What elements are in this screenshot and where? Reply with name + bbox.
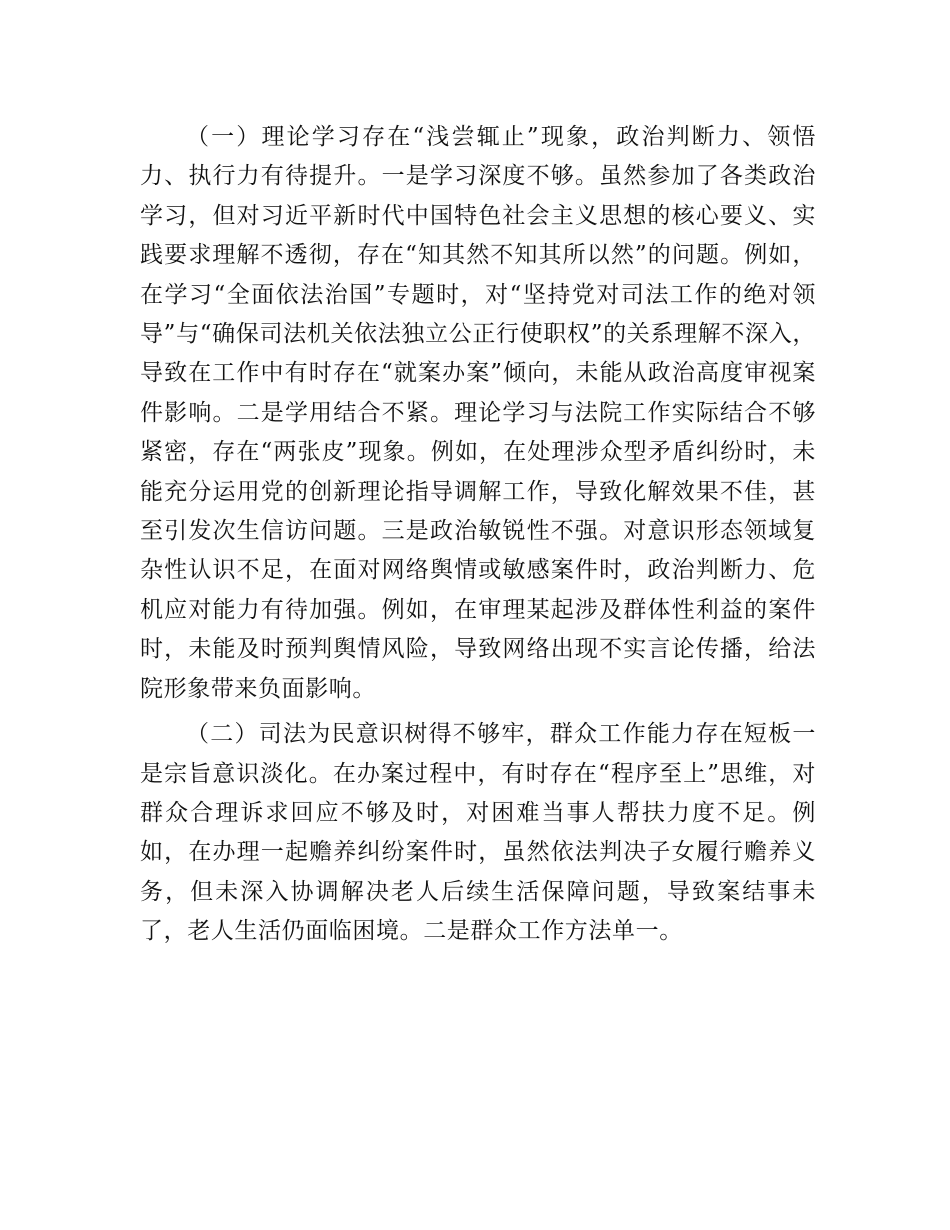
paragraph-theory-study: （一）理论学习存在“浅尝辄止”现象，政治判断力、领悟力、执行力有待提升。一是学习深度不够。虽然参加了各类政治学习，但对习近平新时代中国特色社会主义思想的核心要义、实践要求理解不透彻，存在“知其然不知其所以然”的问题。例如，在学习“全面依法治国”专题时，对“坚持党对司法工作的绝对领导”与“确保司法机关依法独立公正行使职权”的关系理解不深入，导致在工作中有时存在“就案办案”倾向，未能从政治高度审视案件影响。二是学用结合不紧。理论学习与法院工作实际结合不够紧密，存在“两张皮”现象。例如，在处理涉众型矛盾纠纷时，未能充分运用党的创新理论指导调解工作，导致化解效果不佳，甚至引发次生信访问题。三是政治敏锐性不强。对意识形态领域复杂性认识不足，在面对网络舆情或敏感案件时，政治判断力、危机应对能力有待加强。例如，在审理某起涉及群体性利益的案件时，未能及时预判舆情风险，导致网络出现不实言论传播，给法院形象带来负面影响。	[140, 124, 816, 702]
document-body	[140, 118, 816, 958]
paragraph-justice-for-people: （二）司法为民意识树得不够牢，群众工作能力存在短板一是宗旨意识淡化。在办案过程中，有时存在“程序至上”思维，对群众合理诉求回应不够及时，对困难当事人帮扶力度不足。例如，在办理一起赡养纠纷案件时，虽然依法判决子女履行赡养义务，但未深入协调解决老人后续生活保障问题，导致案结事未了，老人生活仍面临困境。二是群众工作方法单一。	[140, 721, 816, 945]
